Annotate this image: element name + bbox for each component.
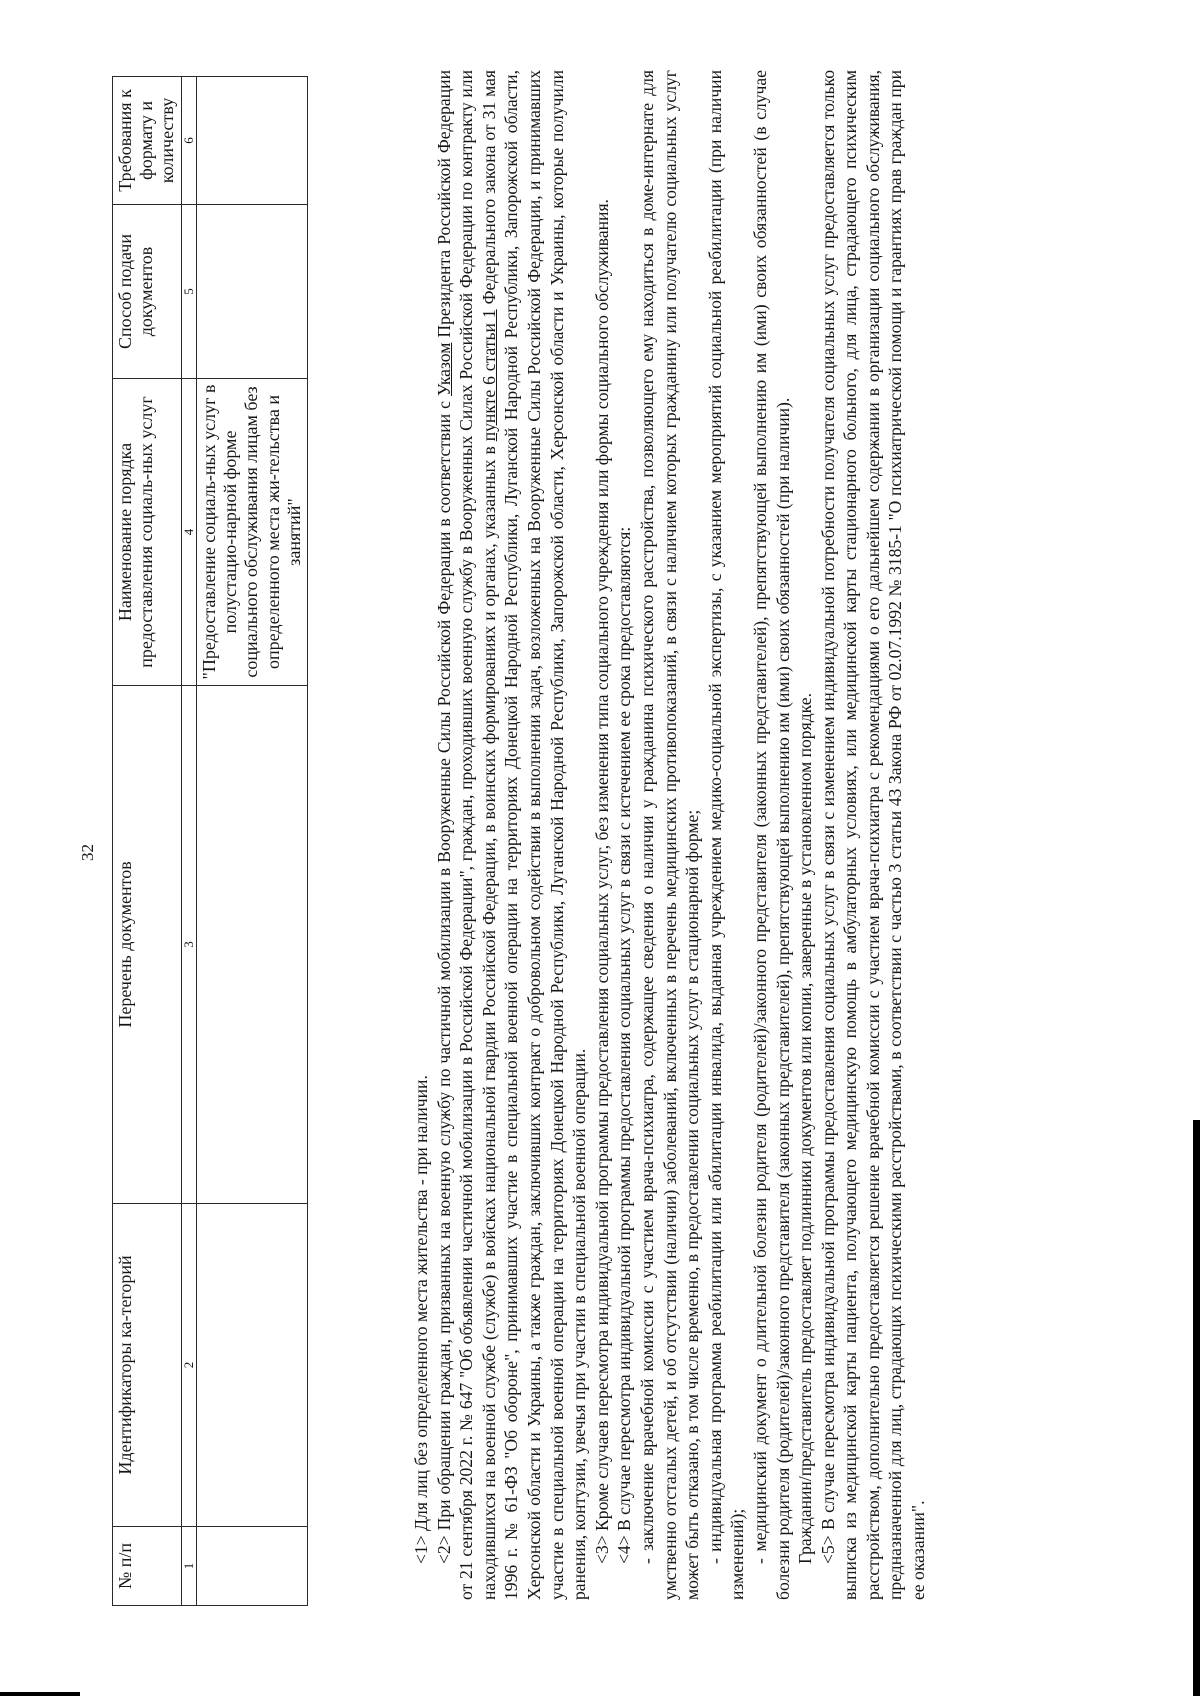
scan-edge-right: [1193, 1120, 1200, 1696]
law-article-link[interactable]: пункте 6 статьи 1: [478, 309, 499, 442]
table-cell: [197, 204, 308, 378]
table-cell: [197, 685, 308, 1203]
col-header-submission-method: Способ подачи документов: [113, 204, 182, 378]
footnote-4-item: - заключение врачебной комиссии с участием врача-психиатра, содержащее сведения о наличии у гражданина психического расстройства, позволяющего ему находиться в доме-интернате для умственно отсталых детей, и об отсутствии (наличии) заболеваний, включенных в перечень медицинских противопоказаний, в связи с наличием которых гражданину или получателю социальных услуг может быть отказано, в том числе временно, в предоставлении социальных услуг в стационарной форме;: [636, 70, 703, 1600]
documents-table: [112, 76, 308, 1606]
table-header-row: [113, 77, 182, 1606]
footnote-1: <1> Для лиц без определенного места жительства - при наличии.: [411, 1075, 431, 1564]
col-header-documents-list: Перечень документов: [113, 685, 182, 1203]
table-cell: [197, 77, 308, 205]
footnote-2-text: <2> При обращении граждан, призванных на военную службу по частичной мобилизации в Вооруженные Силы Российской Федерации в соответствии с: [433, 396, 454, 1564]
column-number: 4: [181, 379, 196, 686]
column-number: 2: [181, 1204, 196, 1527]
col-header-number: № п/п: [113, 1527, 182, 1606]
footnote-4: <4> В случае пересмотра индивидуальной программы предоставления социальных услуг в связи с истечением ее срока предоставляются:: [614, 526, 635, 1564]
footnote-4-item: - медицинский документ о длительной болезни родителя (родителей)/законного представителя (законных представителей), препятствующей выполнению им (ими) своих обязанностей (в случае болезни родителя (родителей)/законного представителя (законных представителей), препятствующей выполнению им (ими) своих обязанностей (при наличии).: [749, 70, 793, 1600]
footnote-4-item: - индивидуальная программа реабилитации или абилитации инвалида, выданная учреждением медико-социальной экспертизы, с указанием мероприятий социальной реабилитации (при наличии изменений);: [704, 70, 748, 1600]
footnote-5: <5> В случае пересмотра индивидуальной программы предоставления социальных услуг в связи с изменением индивидуальной потребности получателя социальных услуг предоставляется только выписка из медицинской карты пациента, получающего медицинскую помощь в амбулаторных условиях, или медицинской карты стационарного больного, для лица, страдающего психическим расстройством, дополнительно предоставляется решение врачебной комиссии с участием врача-психиатра с рекомендациями о его дальнейшем содержании в организации социального обслуживания, предназначенной для лиц, страдающих психическими расстройствами, в соответствии с частью 3 статьи 43 Закона РФ от 02.07.1992 № 3185-1 "О психиатрической помощи и гарантиях прав граждан при ее оказании".: [817, 70, 929, 1600]
column-number: 5: [181, 204, 196, 378]
table-cell-procedure: "Предоставление социаль-ных услуг в полустацио-нарной форме социального обслуживания лицам без определенного места жи-тельства и занятий": [197, 379, 308, 686]
col-header-procedure-name: Наименование порядка предоставления социаль-ных услуг: [113, 379, 182, 686]
col-header-format-requirements: Требования к формату и количеству: [113, 77, 182, 205]
footnote-2: [433, 70, 591, 1600]
column-number: 6: [181, 77, 196, 205]
footnote-3: <3> Кроме случаев пересмотра индивидуальной программы предоставления социальных услуг, без изменения типа социального учреждения или формы социального обслуживания.: [591, 199, 612, 1564]
column-number: 3: [181, 685, 196, 1203]
col-header-category-ids: Идентификаторы ка-тегорий: [113, 1204, 182, 1527]
table-cell: [197, 1527, 308, 1606]
footnote-2-text: Президента Российской Федерации от 21 сентября 2022 г. № 647 "Об объявлении частичной мобилизации в Российской Федерации", граждан, проходивших военную службу в Вооруженных Силах Российской Федерации по контракту или находившихся на военной службе (службе) в войсках национальной гвардии Российской Федерации, в воинских формированиях и органах, указанных в: [433, 70, 499, 1600]
scan-edge-bottom: [0, 1692, 80, 1696]
footnote-2-text: Федерального закона от 31 мая 1996 г. № 61-ФЗ "Об обороне", принимавших участие в специальной военной операции на территориях Донецкой Народной Республики, Луганской Народной Республики, Запорожской области, Херсонской области и Украины, а также граждан, заключивших контракт о добровольном содействии в выполнении задач, возложенных на Вооруженные Силы Российской Федерации, и принимавших участие в специальной военной операции на территориях Донецкой Народной Республики, Луганской Народной Республики, Запорожской области, Херсонской области и Украины, которые получили ранения, контузии, увечья при участии в специальной военной операции.: [478, 70, 590, 1600]
column-number-row: [181, 77, 196, 1606]
column-number: 1: [181, 1527, 196, 1606]
decree-link[interactable]: Указом: [433, 342, 454, 397]
table-row: [197, 77, 308, 1606]
table-cell: [197, 1204, 308, 1527]
footnote-4-tail: Гражданин/представитель предоставляет подлинники документов или копии, заверенные в установленном порядке.: [795, 693, 816, 1564]
page-number: 32: [78, 844, 97, 861]
footnotes: [410, 70, 930, 1600]
